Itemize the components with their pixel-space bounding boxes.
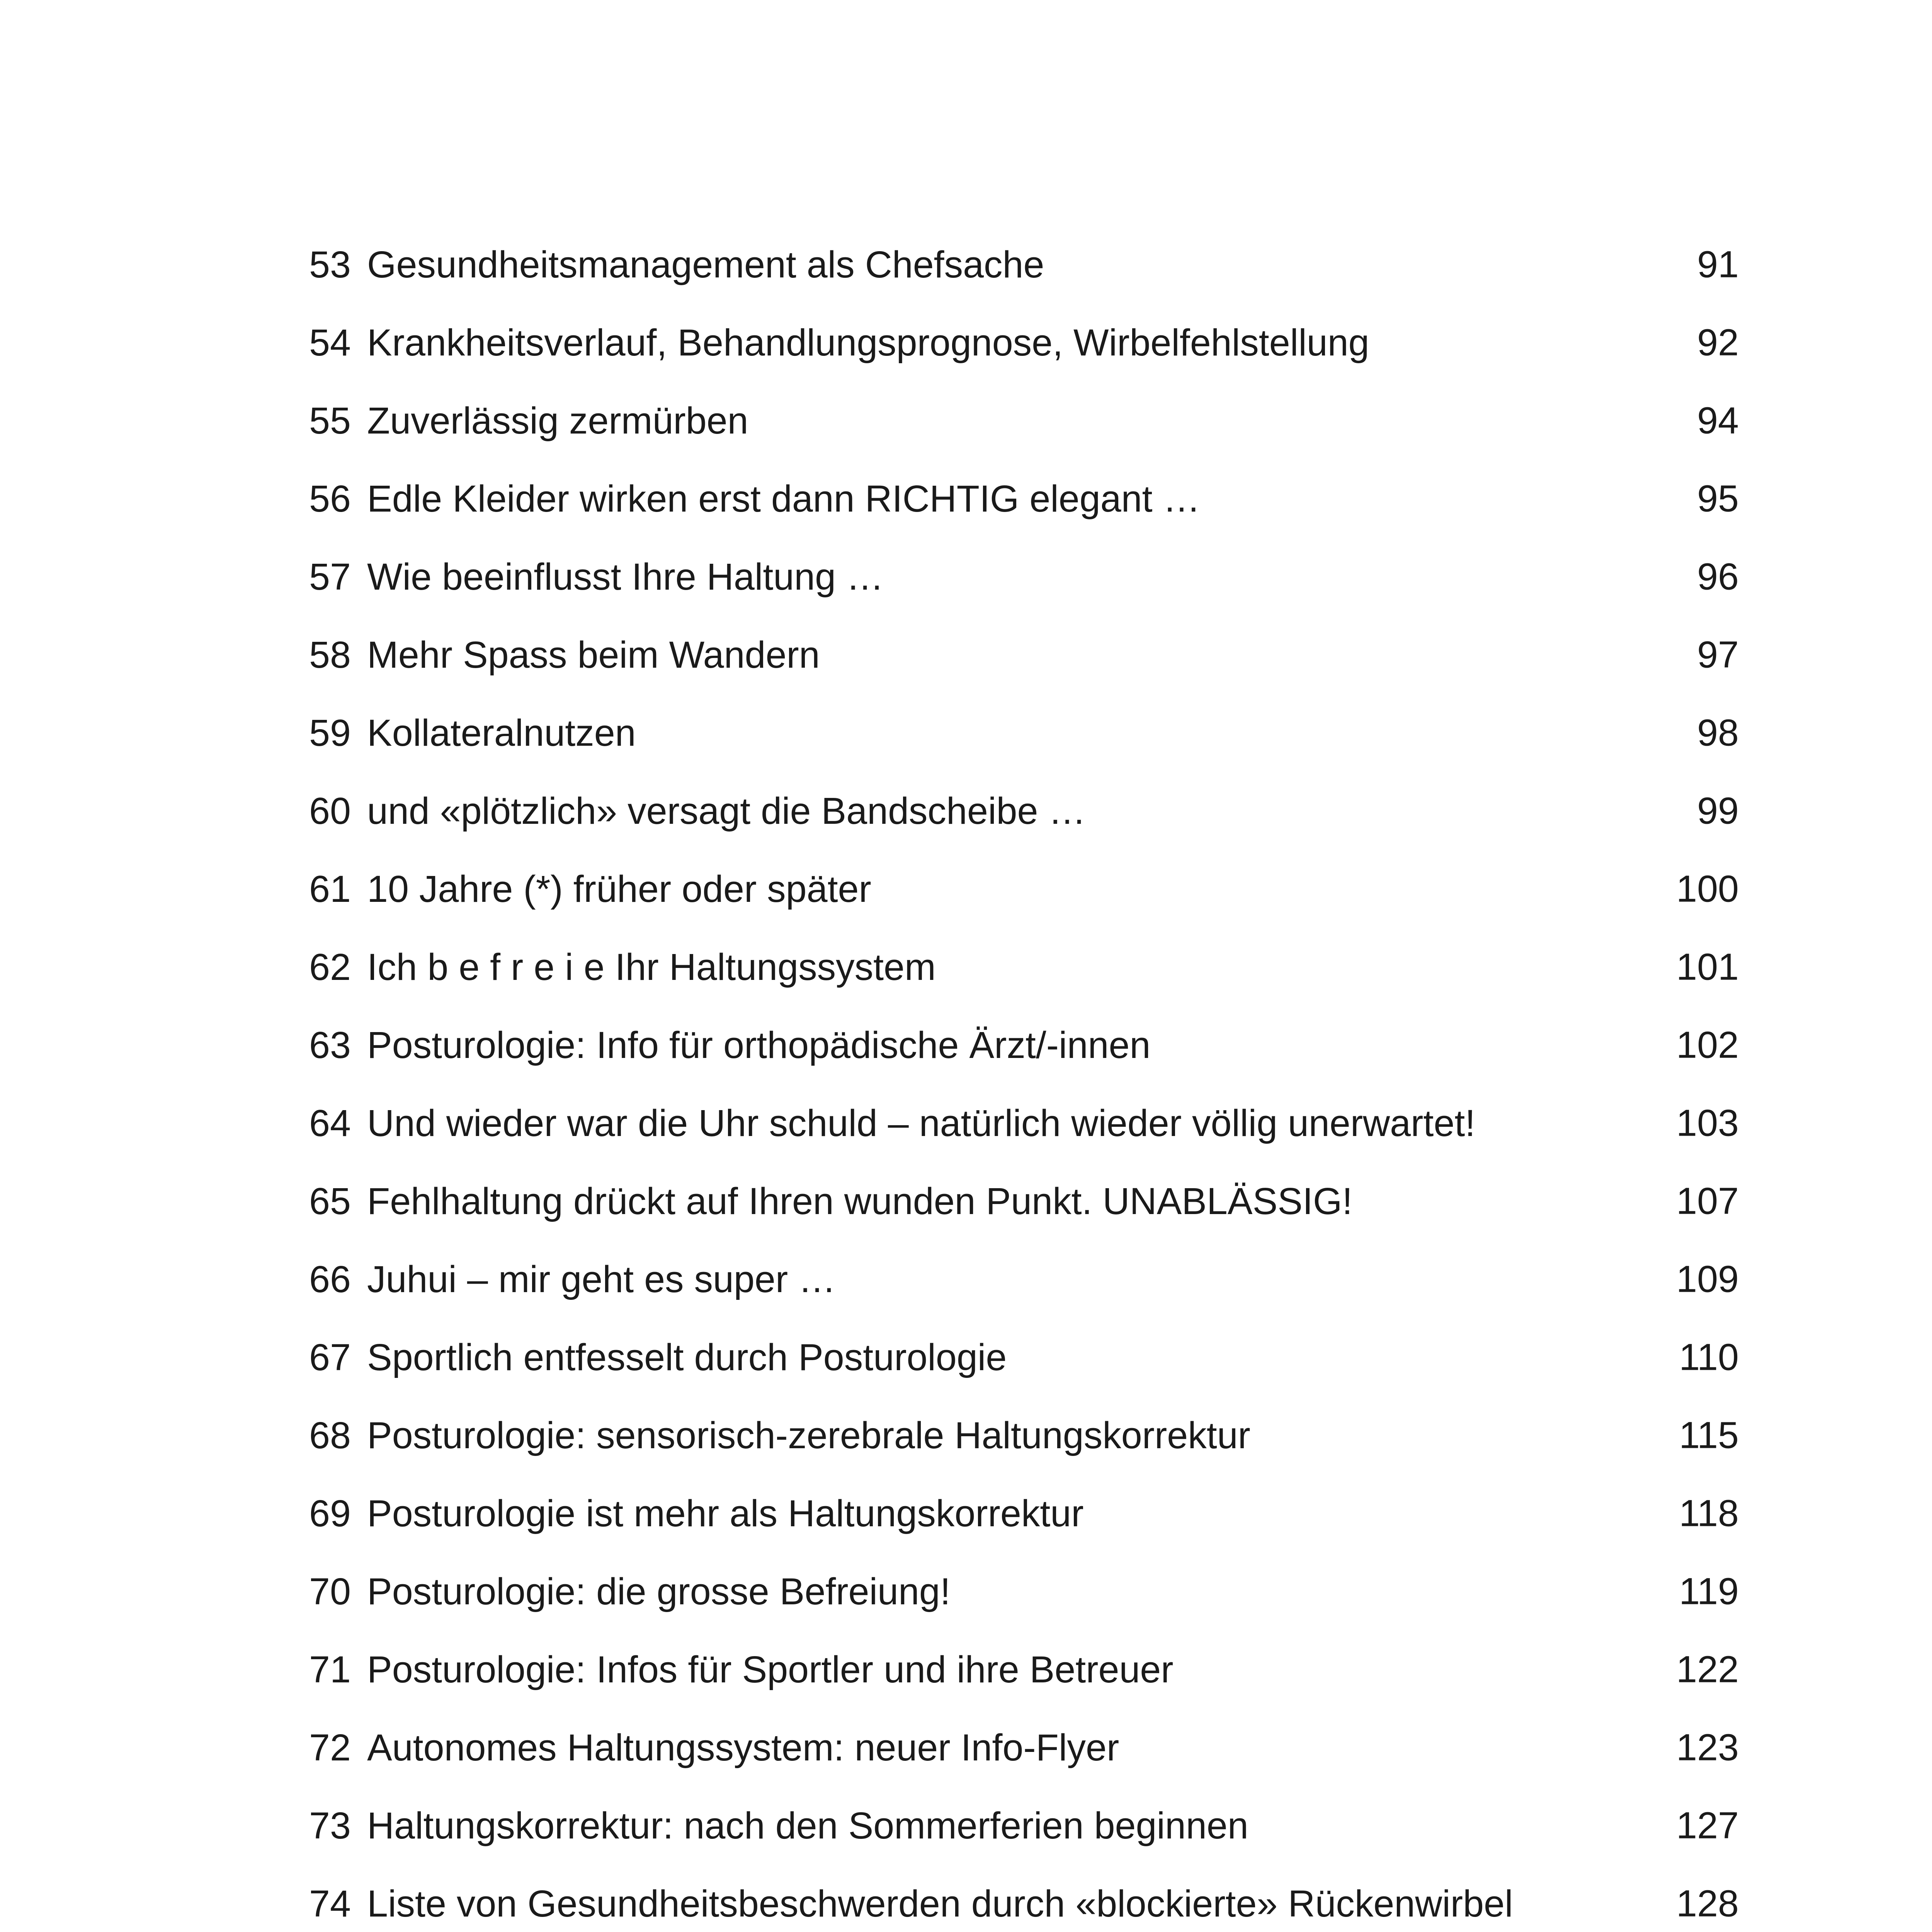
toc-entry-page: 115 [1679, 1414, 1739, 1456]
toc-entry [309, 616, 1739, 694]
table-of-contents [309, 225, 1739, 1932]
toc-entry [309, 1240, 1739, 1318]
toc-entry-page: 109 [1676, 1258, 1739, 1300]
toc-entry-page: 122 [1676, 1648, 1739, 1690]
toc-entry-title: Ich b e f r e i e Ihr Haltungssystem [367, 946, 936, 988]
toc-entry-page: 118 [1679, 1492, 1739, 1534]
toc-entry-title: und «plötzlich» versagt die Bandscheibe … [367, 789, 1086, 832]
toc-entry [309, 772, 1739, 850]
toc-entry [309, 303, 1739, 381]
toc-entry-title: Mehr Spass beim Wandern [367, 633, 820, 676]
toc-entry-title: Zuverlässig zermürben [367, 399, 748, 442]
toc-entry-title: Wie beeinflusst Ihre Haltung … [367, 555, 884, 598]
toc-entry-page: 100 [1676, 867, 1739, 910]
toc-entry-title: Kollateralnutzen [367, 711, 636, 754]
toc-entry [309, 1006, 1739, 1084]
toc-entry-number: 53 [309, 243, 351, 286]
toc-entry-number: 55 [309, 399, 351, 442]
toc-entry-title: Posturologie: Infos für Sportler und ihre Betreuer [367, 1648, 1173, 1690]
toc-entry [309, 1162, 1739, 1240]
toc-entry-number: 74 [309, 1882, 351, 1925]
toc-entry [309, 381, 1739, 459]
toc-entry-page: 101 [1676, 946, 1739, 988]
toc-entry-page: 123 [1676, 1726, 1739, 1769]
toc-entry [309, 1396, 1739, 1474]
toc-entry-title: Posturologie: Info für orthopädische Ärzt/-innen [367, 1024, 1151, 1066]
toc-entry-title: Sportlich entfesselt durch Posturologie [367, 1336, 1007, 1378]
toc-entry-page: 99 [1697, 789, 1739, 832]
toc-entry [309, 694, 1739, 772]
toc-entry-number: 68 [309, 1414, 351, 1456]
toc-entry-page: 110 [1679, 1336, 1739, 1378]
toc-entry [309, 459, 1739, 537]
toc-entry-page: 94 [1697, 399, 1739, 442]
toc-entry-title: Posturologie ist mehr als Haltungskorrektur [367, 1492, 1084, 1534]
toc-entry-number: 59 [309, 711, 351, 754]
toc-entry [309, 1552, 1739, 1630]
toc-entry-number: 73 [309, 1804, 351, 1847]
toc-entry-number: 65 [309, 1180, 351, 1222]
toc-entry-page: 103 [1676, 1102, 1739, 1144]
toc-entry [309, 225, 1739, 303]
toc-entry-title: Juhui – mir geht es super … [367, 1258, 836, 1300]
toc-entry-page: 92 [1697, 321, 1739, 364]
toc-entry-page: 96 [1697, 555, 1739, 598]
toc-entry [309, 928, 1739, 1006]
toc-entry-page: 128 [1676, 1882, 1739, 1925]
toc-entry-title: Krankheitsverlauf, Behandlungsprognose, Wirbelfehlstellung [367, 321, 1369, 364]
toc-entry [309, 1864, 1739, 1932]
toc-entry [309, 850, 1739, 928]
toc-entry-page: 95 [1697, 477, 1739, 520]
toc-entry-title: Edle Kleider wirken erst dann RICHTIG elegant … [367, 477, 1201, 520]
toc-entry [309, 1630, 1739, 1708]
toc-entry-page: 97 [1697, 633, 1739, 676]
toc-entry-number: 70 [309, 1570, 351, 1612]
toc-entry-number: 64 [309, 1102, 351, 1144]
toc-entry-title: Autonomes Haltungssystem: neuer Info-Flyer [367, 1726, 1119, 1769]
toc-entry-title: Fehlhaltung drückt auf Ihren wunden Punkt. UNABLÄSSIG! [367, 1180, 1353, 1222]
toc-entry [309, 537, 1739, 616]
toc-entry-number: 56 [309, 477, 351, 520]
toc-entry-page: 107 [1676, 1180, 1739, 1222]
toc-entry-title: Und wieder war die Uhr schuld – natürlich wieder völlig unerwartet! [367, 1102, 1476, 1144]
toc-entry-number: 71 [309, 1648, 351, 1690]
toc-entry-page: 98 [1697, 711, 1739, 754]
toc-entry-title: Gesundheitsmanagement als Chefsache [367, 243, 1044, 286]
toc-entry-number: 72 [309, 1726, 351, 1769]
toc-entry-number: 62 [309, 946, 351, 988]
toc-entry-title: Liste von Gesundheitsbeschwerden durch «blockierte» Rückenwirbel [367, 1882, 1513, 1925]
toc-entry-page: 102 [1676, 1024, 1739, 1066]
toc-entry [309, 1084, 1739, 1162]
toc-entry-number: 58 [309, 633, 351, 676]
toc-entry-number: 67 [309, 1336, 351, 1378]
toc-entry-title: Posturologie: die grosse Befreiung! [367, 1570, 951, 1612]
toc-entry-title: Posturologie: sensorisch-zerebrale Haltungskorrektur [367, 1414, 1250, 1456]
toc-entry-page: 91 [1697, 243, 1739, 286]
toc-entry-number: 60 [309, 789, 351, 832]
toc-entry-page: 127 [1676, 1804, 1739, 1847]
toc-entry-number: 66 [309, 1258, 351, 1300]
toc-entry-number: 57 [309, 555, 351, 598]
toc-entry-page: 119 [1679, 1570, 1739, 1612]
toc-entry-number: 69 [309, 1492, 351, 1534]
toc-entry-number: 54 [309, 321, 351, 364]
toc-entry-number: 63 [309, 1024, 351, 1066]
toc-entry [309, 1708, 1739, 1786]
toc-entry [309, 1474, 1739, 1552]
toc-entry [309, 1786, 1739, 1864]
toc-entry [309, 1318, 1739, 1396]
toc-entry-title: 10 Jahre (*) früher oder später [367, 867, 871, 910]
toc-entry-title: Haltungskorrektur: nach den Sommerferien beginnen [367, 1804, 1248, 1847]
toc-entry-number: 61 [309, 867, 351, 910]
